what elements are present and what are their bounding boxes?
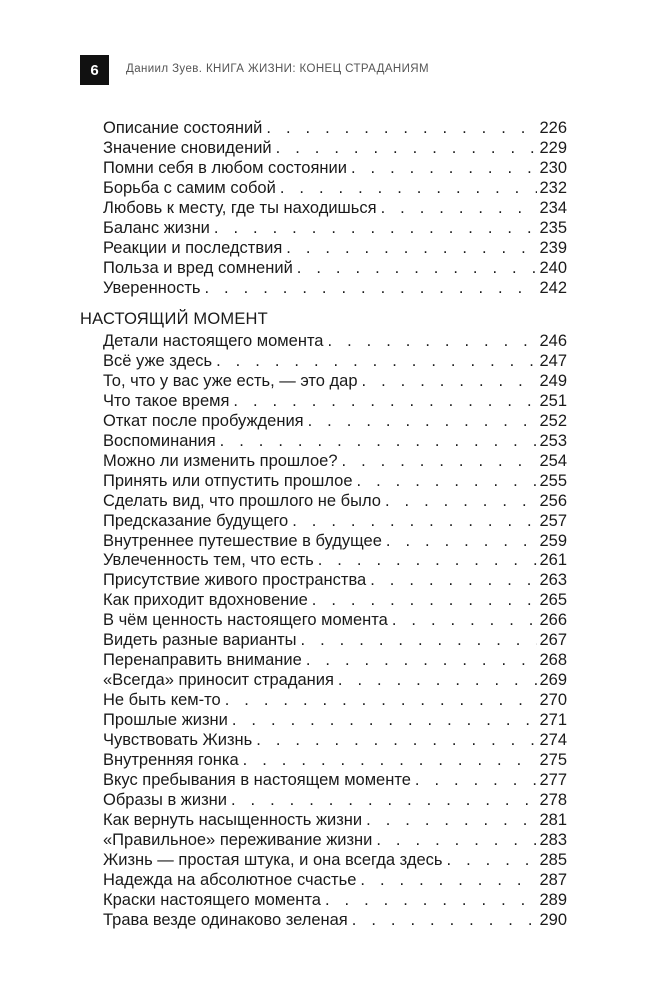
toc-dot-leader (388, 610, 538, 631)
toc-entry (103, 158, 567, 179)
toc-entry-page: 268 (539, 651, 567, 670)
toc-entry-page: 278 (539, 790, 567, 809)
toc-dot-leader (382, 531, 538, 552)
toc-entry-title: Воспоминания (103, 431, 216, 450)
toc-entry (103, 331, 567, 352)
toc-entry-title: Внутреннее путешествие в будущее (103, 531, 382, 550)
toc-entry (103, 750, 567, 771)
toc-entry-title: Уверенность (103, 278, 201, 297)
toc-entry (103, 198, 567, 219)
toc-entry-page: 265 (539, 591, 567, 610)
toc-entry-page: 239 (539, 238, 567, 257)
toc-entry-page: 253 (539, 431, 567, 450)
toc-dot-leader (348, 910, 538, 931)
toc-dot-leader (356, 870, 537, 891)
toc-entry-page: 257 (539, 511, 567, 530)
toc-dot-leader (276, 178, 538, 199)
toc-entry-title: Помни себя в любом состоянии (103, 158, 347, 177)
toc-dot-leader (366, 570, 537, 591)
toc-dot-leader (308, 590, 538, 611)
toc-entry-page: 255 (539, 471, 567, 490)
toc-entry (103, 118, 567, 139)
toc-entry (103, 178, 567, 199)
toc-dot-leader (239, 750, 538, 771)
toc-entry-page: 235 (539, 218, 567, 237)
toc-dot-leader (347, 158, 538, 179)
toc-entry-page: 259 (539, 531, 567, 550)
toc-dot-leader (377, 198, 538, 219)
toc-entry-title: Краски настоящего момента (103, 890, 321, 909)
toc-entry-title: Присутствие живого пространства (103, 571, 367, 590)
toc-entry (103, 810, 567, 831)
toc-entry-page: 277 (539, 770, 567, 789)
toc-entry-page: 249 (539, 371, 567, 390)
toc-entry-page: 290 (539, 910, 567, 929)
toc-entry (103, 590, 567, 611)
toc-entry (103, 218, 567, 239)
toc-entry (103, 910, 567, 931)
toc-dot-leader (304, 411, 538, 432)
toc-entry-page: 247 (539, 351, 567, 370)
toc-dot-leader (321, 890, 538, 911)
toc-entry-title: Значение сновидений (103, 138, 272, 157)
toc-entry-page: 267 (539, 631, 567, 650)
toc-entry (103, 238, 567, 259)
toc-entry-page: 234 (539, 198, 567, 217)
toc-dot-leader (334, 670, 538, 691)
toc-entry-title: Предсказание будущего (103, 511, 289, 530)
toc-dot-leader (227, 790, 538, 811)
toc-entry (103, 431, 567, 452)
toc-entry-page: 261 (539, 551, 567, 570)
toc-entry-title: Всё уже здесь (103, 351, 213, 370)
toc-entry-title: Видеть разные варианты (103, 631, 297, 650)
toc-entry (103, 511, 567, 532)
toc-entry-page: 287 (539, 870, 567, 889)
toc-entry (103, 670, 567, 691)
toc-dot-leader (229, 391, 537, 412)
toc-dot-leader (443, 850, 538, 871)
toc-entry (103, 138, 567, 159)
toc-entry-title: Как приходит вдохновение (103, 591, 308, 610)
toc-entry-page: 281 (539, 810, 567, 829)
toc-entry (103, 411, 567, 432)
page-number-badge (80, 55, 109, 85)
toc-dot-leader (252, 730, 537, 751)
toc-entry-title: «Правильное» переживание жизни (103, 830, 373, 849)
toc-entry-title: То, что у вас уже есть, — это дар (103, 371, 358, 390)
toc-dot-leader (212, 351, 537, 372)
toc-entry-page: 271 (539, 711, 567, 730)
toc-entry-title: Что такое время (103, 391, 230, 410)
toc-dot-leader (272, 138, 538, 159)
toc-entry (103, 770, 567, 791)
toc-dot-leader (297, 630, 538, 651)
toc-entry (103, 531, 567, 552)
toc-entry (103, 391, 567, 412)
toc-dot-leader (362, 810, 537, 831)
toc-entry-title: Надежда на абсолютное счастье (103, 870, 357, 889)
toc-entry-title: Прошлые жизни (103, 711, 228, 730)
toc-entry (103, 570, 567, 591)
toc-entry (103, 351, 567, 372)
toc-entry (103, 278, 567, 299)
toc-entry-title: Образы в жизни (103, 790, 227, 809)
toc-entry (103, 471, 567, 492)
toc-entry (103, 850, 567, 871)
toc-dot-leader (358, 371, 538, 392)
toc-entry (103, 870, 567, 891)
toc-entry-title: В чём ценность настоящего момента (103, 611, 388, 630)
toc-entry-title: Как вернуть насыщенность жизни (103, 810, 363, 829)
running-title: Даниил Зуев. КНИГА ЖИЗНИ: КОНЕЦ СТРАДАНИЯМ (126, 63, 429, 75)
toc-dot-leader (216, 431, 538, 452)
toc-entry-title: Перенаправить внимание (103, 651, 302, 670)
toc-entry-title: Сделать вид, что прошлого не было (103, 491, 381, 510)
toc-entry-page: 232 (539, 178, 567, 197)
toc-entry-page: 251 (539, 391, 567, 410)
toc-entry (103, 790, 567, 811)
toc-entry-title: Не быть кем-то (103, 691, 221, 710)
toc-entry-title: Чувствовать Жизнь (103, 731, 253, 749)
toc-entry-title: Вкус пребывания в настоящем моменте (103, 770, 411, 789)
toc-dot-leader (221, 690, 538, 711)
toc-entry-page: 263 (539, 571, 567, 590)
page-number: 6 (90, 61, 99, 79)
toc-entry-title: «Всегда» приносит страдания (103, 671, 334, 690)
toc-entry-title: Увлеченность тем, что есть (103, 551, 314, 570)
toc-entry (103, 451, 567, 472)
toc-entry (103, 610, 567, 631)
toc-entry-page: 274 (539, 731, 567, 749)
toc-entry-page: 226 (539, 119, 567, 137)
toc-dot-leader (314, 550, 538, 571)
section-heading: НАСТОЯЩИЙ МОМЕНТ (80, 310, 268, 328)
toc-dot-leader (411, 770, 538, 791)
toc-entry-title: Детали настоящего момента (103, 332, 324, 350)
toc-dot-leader (324, 331, 538, 352)
toc-entry-page: 229 (539, 138, 567, 157)
toc-dot-leader (302, 650, 538, 671)
toc-entry-title: Любовь к месту, где ты находишься (103, 198, 377, 217)
toc-entry-page: 246 (539, 332, 567, 350)
toc-entry (103, 890, 567, 911)
toc-dot-leader (338, 451, 538, 472)
toc-dot-leader (210, 218, 538, 239)
toc-entry-title: Можно ли изменить прошлое? (103, 451, 338, 470)
toc-entry-page: 285 (539, 850, 567, 869)
toc-entry-title: Внутренняя гонка (103, 750, 239, 769)
toc-entry (103, 550, 567, 571)
toc-dot-leader (353, 471, 538, 492)
toc-entry (103, 371, 567, 392)
toc-entry-title: Жизнь — простая штука, и она всегда здесь (103, 850, 443, 869)
toc-entry-page: 266 (539, 611, 567, 630)
toc-dot-leader (293, 258, 538, 279)
toc-entry (103, 730, 567, 751)
toc-dot-leader (381, 491, 538, 512)
toc-entry-title: Борьба с самим собой (103, 178, 276, 197)
toc-entry-title: Принять или отпустить прошлое (103, 471, 353, 490)
toc-dot-leader (372, 830, 537, 851)
toc-entry-title: Реакции и последствия (103, 238, 283, 257)
toc-entry (103, 830, 567, 851)
toc-entry (103, 710, 567, 731)
toc-entry-title: Описание состояний (103, 119, 263, 137)
toc-entry (103, 690, 567, 711)
toc-entry-page: 270 (539, 691, 567, 710)
toc-dot-leader (228, 710, 538, 731)
toc-entry-page: 269 (539, 671, 567, 690)
toc-entry-title: Откат после пробуждения (103, 411, 304, 430)
toc-dot-leader (262, 118, 537, 139)
toc-entry-page: 242 (539, 278, 567, 297)
toc-entry-page: 230 (539, 158, 567, 177)
toc-entry (103, 491, 567, 512)
toc-entry (103, 258, 567, 279)
toc-entry-page: 256 (539, 491, 567, 510)
toc-entry (103, 650, 567, 671)
toc-entry-title: Трава везде одинаково зеленая (103, 910, 348, 929)
toc-entry-page: 252 (539, 411, 567, 430)
toc-entry-title: Баланс жизни (103, 218, 210, 237)
toc-entry-page: 283 (539, 830, 567, 849)
toc-entry (103, 630, 567, 651)
toc-dot-leader (200, 278, 537, 299)
toc-dot-leader (282, 238, 537, 259)
toc-entry-page: 289 (539, 890, 567, 909)
toc-entry-title: Польза и вред сомнений (103, 258, 293, 277)
toc-entry-page: 275 (539, 750, 567, 769)
toc-dot-leader (288, 511, 537, 532)
toc-entry-page: 254 (539, 451, 567, 470)
toc-entry-page: 240 (539, 258, 567, 277)
